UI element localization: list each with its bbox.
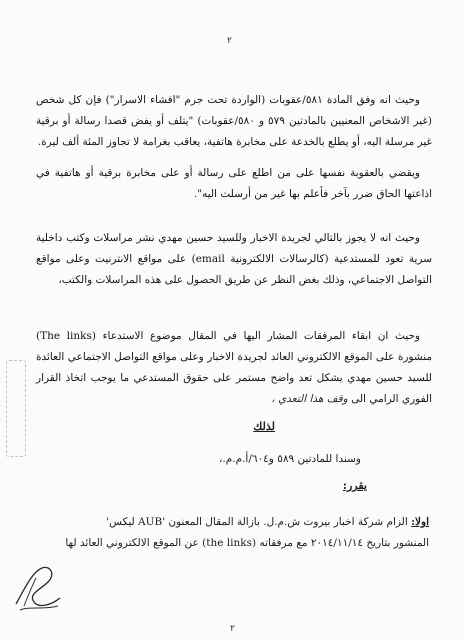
paragraph-text: وحيث انه لا يجوز بالتالي لجريدة الاخبار وللسيد حسين مهدي نشر مراسلات وكتب داخلية سرية تعود للمستدعية (كالرسالات الالكترونية email) على مواقع الانترنيت وعلى مواقع التواصل الاجتماعي، وذلك بغض النظر عن طريق الحصول على هذه المراسلات والكتب، — [36, 232, 432, 286]
handwritten-insert: وقف هذا التعدي ، — [271, 393, 348, 405]
paragraph-text: وحيث انه وفق المادة ٥٨١/عقوبات (الواردة تحت جرم "افشاء الاسرار") فإن كل شخص (غير الاشخاص المعنيين بالمادتين ٥٧٩ و ٥٨٠/عقوبات) "يتلف أو يفض قصدا رسالة أو برقية غير مرسلة اليه، أو يطلع بالخدعة على مخابرة هاتفية، يعاقب بغرامة لا تجاوز المئة ألف ليرة. — [36, 94, 433, 148]
ruling-line-1: الزام شركة اخبار بيروت ش.م.ل. بازالة المقال المعنون 'AUB ليكس' — [106, 516, 408, 528]
paragraph-typed-text: وحيث ان ابقاء المرفقات المشار اليها في المقال موضوع الاستدعاء (The links) منشورة على الموقع الالكتروني العائد لجريدة الاخبار وعلى مواقع التواصل الاجتماعي العائدة للسيد حسين مهدي يشكل تعد واضح مستمر على حقوق المستدعي ما يوجب اتخاذ القرار الفوري الرامي الى — [36, 330, 432, 405]
signature-icon — [10, 560, 66, 615]
ruling-first-line — [36, 512, 429, 533]
paragraph-article-581 — [36, 90, 432, 153]
paragraph-same-penalty — [36, 163, 432, 205]
paragraph-text: ويقضي بالعقوبة نفسها على من اطلع على رسالة أو على مخابرة برقية أو هاتفية في اذاعتها الحاق ضرر بآخر فأعلم بها غير من أرسلت اليه". — [36, 167, 432, 200]
page-number-top: ٢ — [227, 36, 232, 46]
paragraph-no-publishing — [36, 228, 432, 291]
legal-basis-line: وسندا للمادتين ٥٨٩ و٦٠٤/أ.م.م.، — [219, 453, 361, 465]
ruling-label: اولا: — [411, 516, 429, 528]
ruling-second-line: المنشور بتاريخ ٢٠١٤/١١/١٤ مع مرفقاته (the links) عن الموقع الالكتروني العائد لها — [65, 537, 429, 549]
heading-therefore: لذلك — [253, 420, 275, 433]
margin-stamp-icon — [6, 360, 26, 457]
paragraph-links-remain — [36, 326, 432, 410]
paragraph-text — [36, 326, 432, 410]
page-number-bottom: ٢ — [230, 624, 235, 634]
heading-decides: يقرر: — [342, 479, 367, 492]
